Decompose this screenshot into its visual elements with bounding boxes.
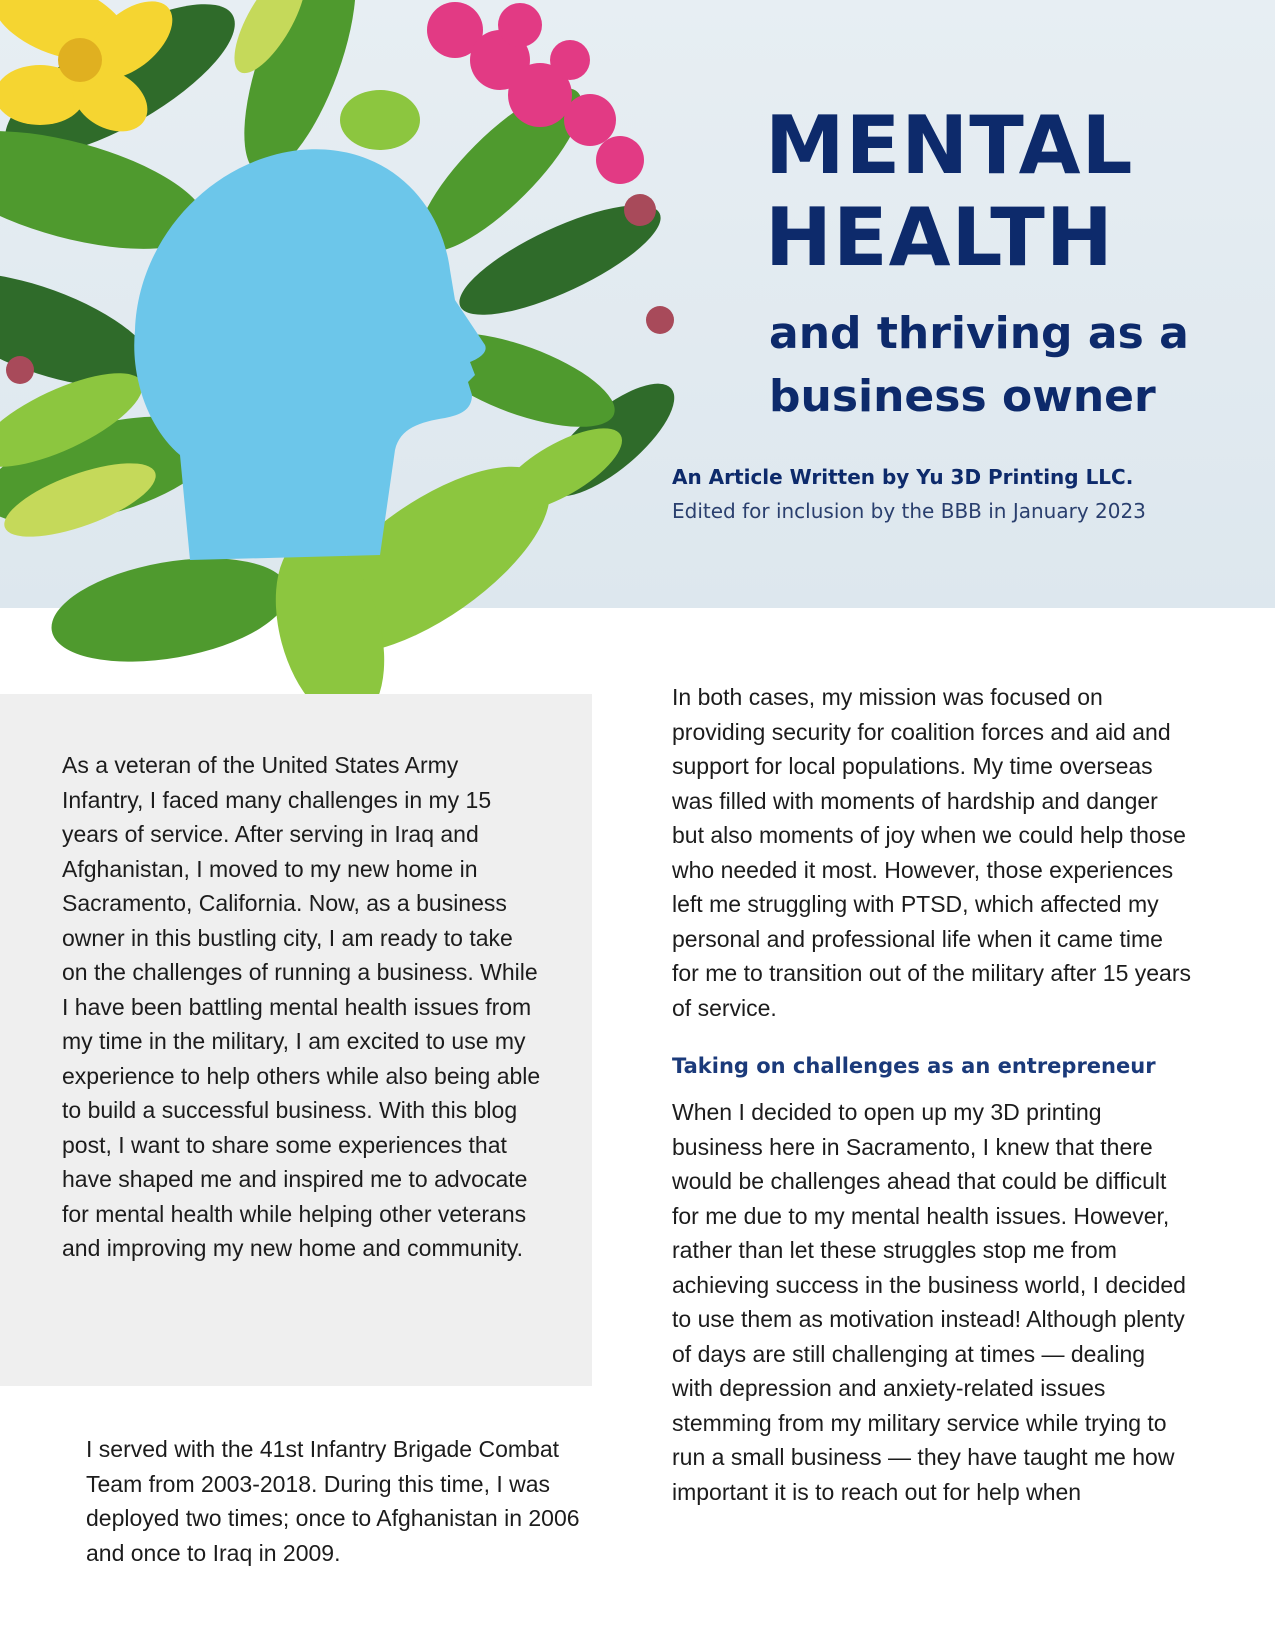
title-block bbox=[765, 100, 1245, 428]
page-subtitle bbox=[769, 302, 1245, 428]
subtitle-line-1: and thriving as a bbox=[769, 308, 1189, 359]
right-column bbox=[672, 680, 1192, 1509]
intro-paragraph: As a veteran of the United States Army Infantry, I faced many challenges in my 15 years of service. After serving in Iraq and Afghanistan, I moved to my new home in Sacramento, California. Now, as a business owner in this bustling city, I am ready to take on the challenges of running a business. While I have been battling mental health issues from my time in the military, I am excited to use my experience to help others while also being able to build a successful business. With this blog post, I want to share some experiences that have shaped me and inspired me to advocate for mental health while helping other veterans and improving my new home and community. bbox=[62, 752, 541, 1261]
edited-line: Edited for inclusion by the BBB in January 2023 bbox=[672, 499, 1146, 523]
byline bbox=[672, 462, 1232, 526]
entrepreneur-paragraph: When I decided to open up my 3D printing business here in Sacramento, I knew that there would be challenges ahead that could be difficult for me due to my mental health issues. However, rather than let these struggles stop me from achieving success in the business world, I decided to use them as motivation instead! Although plenty of days are still challenging at times — dealing with depression and anxiety-related issues stemming from my military service while trying to run a small business — they have taught me how important it is to reach out for help when bbox=[672, 1099, 1186, 1505]
author-line: An Article Written by Yu 3D Printing LLC. bbox=[672, 465, 1134, 489]
title-line-1: MENTAL bbox=[765, 99, 1134, 192]
section-heading: Taking on challenges as an entrepreneur bbox=[672, 1054, 1156, 1078]
header-banner bbox=[0, 0, 1275, 608]
head-cutout-with-leaves-illustration bbox=[0, 0, 720, 700]
page-title bbox=[765, 100, 1245, 284]
service-paragraph: I served with the 41st Infantry Brigade Combat Team from 2003-2018. During this time, I was deployed two times; once to Afghanistan in 2006 and once to Iraq in 2009. bbox=[86, 1436, 580, 1566]
deployment-paragraph: In both cases, my mission was focused on providing security for coalition forces and aid and support for local populations. My time overseas was filled with moments of hardship and danger but also moments of joy when we could help those who needed it most. However, those experiences left me struggling with PTSD, which affected my personal and professional life when it came time for me to transition out of the military after 15 years of service. bbox=[672, 684, 1192, 1021]
subtitle-line-2: business owner bbox=[769, 371, 1156, 422]
title-line-2: HEALTH bbox=[765, 191, 1114, 284]
